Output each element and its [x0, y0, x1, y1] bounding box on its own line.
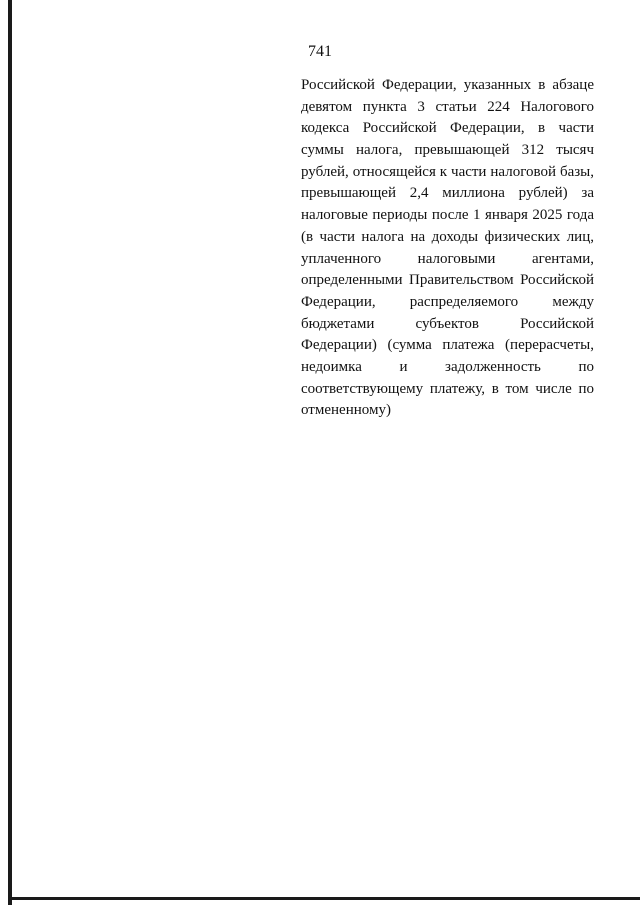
- text-line: превышающей 2,4 миллиона рублей) за: [301, 185, 594, 202]
- text-line: недоимка и задолженность по: [301, 358, 594, 375]
- text-line: соответствующему платежу, в том числе по: [301, 380, 594, 397]
- text-line: отмененному): [301, 402, 391, 419]
- text-line: девятом пункта 3 статьи 224 Налогового: [301, 98, 594, 115]
- text-line: суммы налога, превышающей 312 тысяч: [301, 142, 594, 159]
- page-number: 741: [308, 43, 332, 60]
- text-line: определенными Правительством Российской: [301, 272, 594, 289]
- text-line: бюджетами субъектов Российской: [301, 315, 594, 332]
- text-line: Федерации, распределяемого между: [301, 293, 594, 310]
- text-line: налоговые периоды после 1 января 2025 года: [301, 207, 594, 224]
- document-text-block: [301, 75, 594, 422]
- scan-bottom-edge: [8, 897, 640, 900]
- text-line: (в части налога на доходы физических лиц,: [301, 228, 594, 245]
- text-line: рублей, относящейся к части налоговой базы,: [301, 163, 594, 180]
- text-line: Федерации) (сумма платежа (перерасчеты,: [301, 337, 594, 354]
- text-line: уплаченного налоговыми агентами,: [301, 250, 594, 267]
- text-line: кодекса Российской Федерации, в части: [301, 120, 594, 137]
- scan-left-edge: [8, 0, 12, 905]
- text-line: Российской Федерации, указанных в абзаце: [301, 77, 594, 93]
